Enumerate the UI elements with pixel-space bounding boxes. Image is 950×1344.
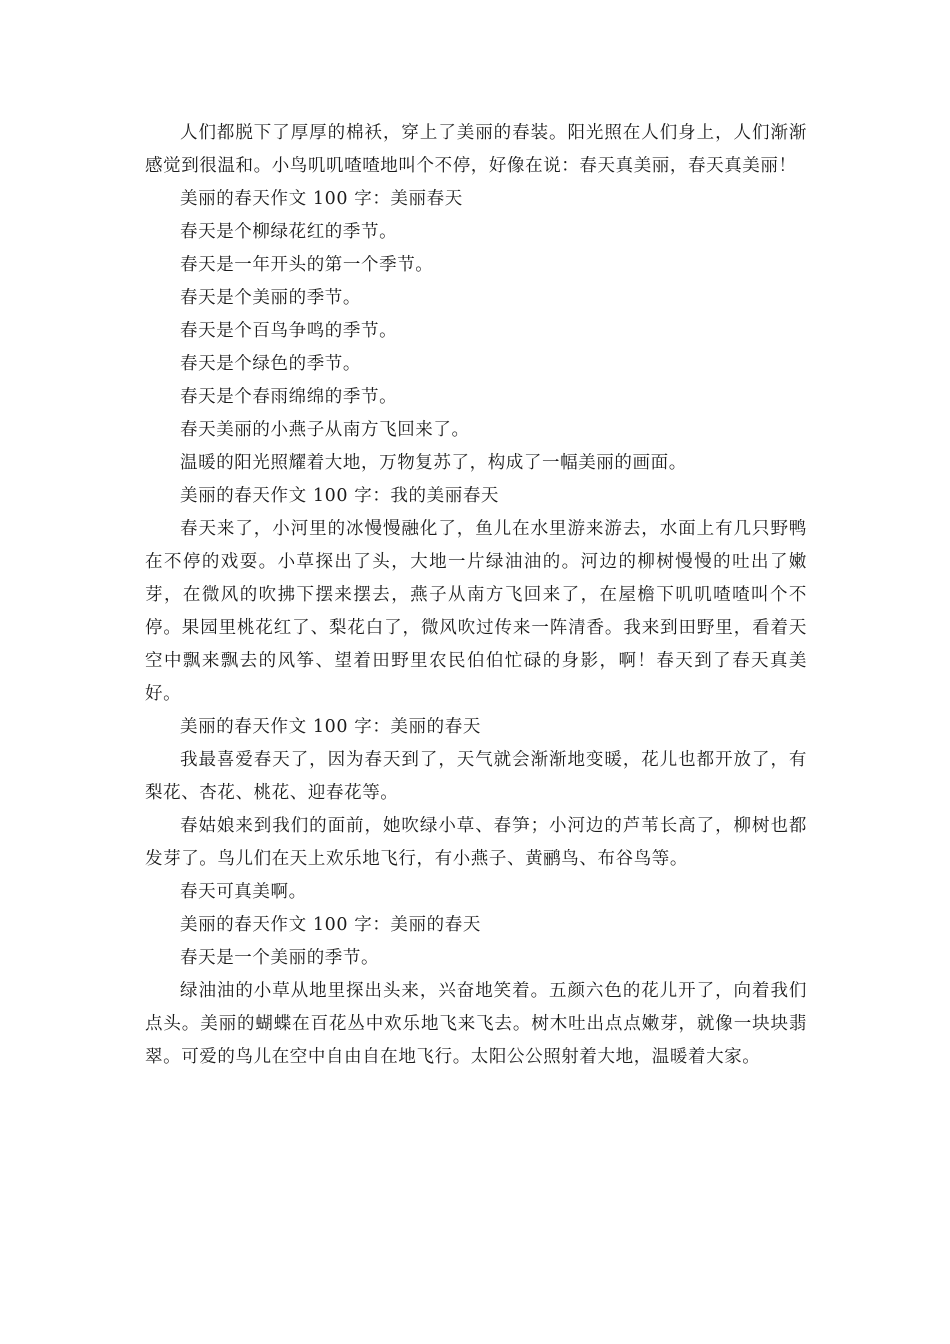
- paragraph: 春天是一个美丽的季节。: [180, 948, 380, 968]
- paragraph: 春天是个春雨绵绵的季节。: [180, 387, 398, 407]
- paragraph: 春天美丽的小燕子从南方飞回来了。: [180, 420, 470, 440]
- section-heading: 美丽的春天作文 100 字：我的美丽春天: [180, 486, 500, 506]
- paragraph: 绿油油的小草从地里探出头来，兴奋地笑着。五颜六色的花儿开了，向着我们点头。美丽的蝴蝶在百花丛中欢乐地飞来飞去。树木吐出点点嫩芽，就像一块块翡翠。可爱的鸟儿在空中自由自在地飞行。太阳公公照射着大地，温暖着大家。: [145, 981, 807, 1067]
- paragraph: 春天来了，小河里的冰慢慢融化了，鱼儿在水里游来游去，水面上有几只野鸭在不停的戏耍。小草探出了头，大地一片绿油油的。河边的柳树慢慢的吐出了嫩芽，在微风的吹拂下摆来摆去，燕子从南方飞回来了，在屋檐下叽叽喳喳叫个不停。果园里桃花红了、梨花白了，微风吹过传来一阵清香。我来到田野里，看着天空中飘来飘去的风筝、望着田野里农民伯伯忙碌的身影，啊！春天到了春天真美好。: [145, 519, 807, 704]
- document-body: [145, 117, 807, 1074]
- section-heading: 美丽的春天作文 100 字：美丽的春天: [180, 717, 481, 737]
- paragraph: 春天是个美丽的季节。: [180, 288, 361, 308]
- paragraph: 温暖的阳光照耀着大地，万物复苏了，构成了一幅美丽的画面。: [180, 453, 687, 473]
- paragraph: 春天是个绿色的季节。: [180, 354, 361, 374]
- paragraph: 春姑娘来到我们的面前，她吹绿小草、春笋；小河边的芦苇长高了，柳树也都发芽了。鸟儿们在天上欢乐地飞行，有小燕子、黄鹂鸟、布谷鸟等。: [145, 816, 807, 869]
- paragraph: 我最喜爱春天了，因为春天到了，天气就会渐渐地变暖，花儿也都开放了，有梨花、杏花、桃花、迎春花等。: [145, 750, 807, 803]
- paragraph: 春天可真美啊。: [180, 882, 307, 902]
- section-heading: 美丽的春天作文 100 字：美丽春天: [180, 189, 463, 209]
- paragraph: 人们都脱下了厚厚的棉袄，穿上了美丽的春装。阳光照在人们身上，人们渐渐感觉到很温和。小鸟叽叽喳喳地叫个不停，好像在说：春天真美丽，春天真美丽！: [145, 123, 807, 176]
- paragraph: 春天是个百鸟争鸣的季节。: [180, 321, 398, 341]
- paragraph: 春天是个柳绿花红的季节。: [180, 222, 398, 242]
- section-heading: 美丽的春天作文 100 字：美丽的春天: [180, 915, 481, 935]
- paragraph: 春天是一年开头的第一个季节。: [180, 255, 434, 275]
